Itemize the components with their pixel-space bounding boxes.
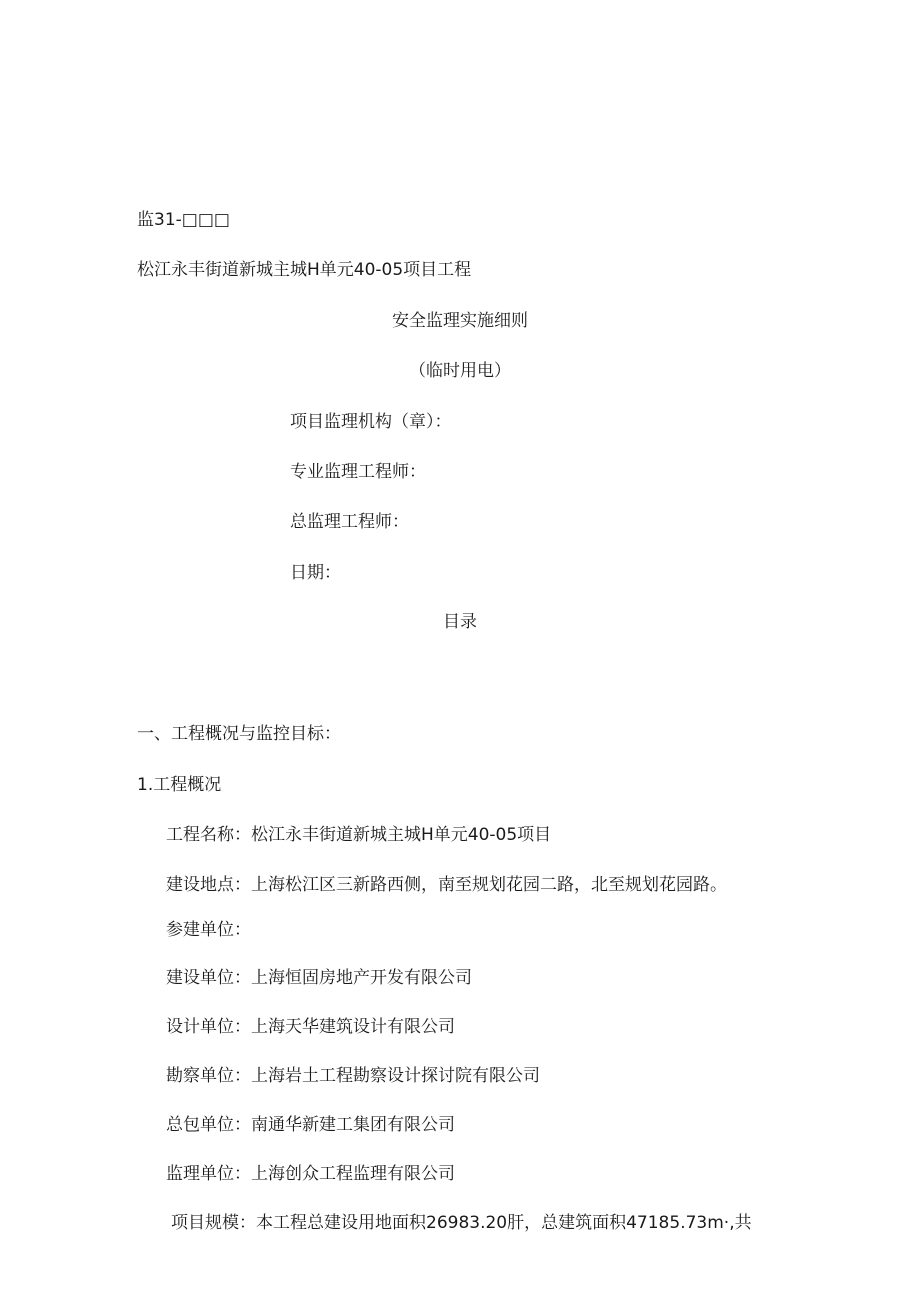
owner-unit: 建设单位：上海恒固房地产开发有限公司: [166, 968, 472, 988]
project-name: 工程名称：松江永丰街道新城主城H单元40-05项目: [166, 825, 552, 845]
document-subtitle: （临时用电）: [409, 361, 511, 381]
signature-agency: 项目监理机构（章）：: [290, 412, 452, 432]
project-title: 松江永丰街道新城主城H单元40-05项目工程: [137, 260, 472, 280]
signature-professional-engineer: 专业监理工程师：: [290, 462, 426, 482]
survey-unit: 勘察单位：上海岩土工程勘察设计探讨院有限公司: [166, 1066, 540, 1086]
subsection-heading: 1.工程概况: [137, 775, 222, 795]
toc-heading: 目录: [443, 612, 477, 632]
participants-label: 参建单位：: [166, 920, 251, 940]
signature-chief-engineer: 总监理工程师：: [290, 512, 409, 532]
contractor-unit: 总包单位：南通华新建工集团有限公司: [166, 1115, 455, 1135]
document-title: 安全监理实施细则: [392, 311, 528, 331]
supervision-unit: 监理单位：上海创众工程监理有限公司: [166, 1164, 455, 1184]
document-code: 监31-□□□: [137, 210, 230, 230]
signature-date: 日期：: [290, 563, 341, 583]
design-unit: 设计单位：上海天华建筑设计有限公司: [166, 1017, 455, 1037]
project-location: 建设地点：上海松江区三新路西侧，南至规划花园二路，北至规划花园路。: [166, 875, 727, 895]
section-heading: 一、工程概况与监控目标：: [137, 724, 341, 744]
project-scale: 项目规模：本工程总建设用地面积26983.20肝，总建筑面积47185.73m·,共: [171, 1213, 752, 1233]
